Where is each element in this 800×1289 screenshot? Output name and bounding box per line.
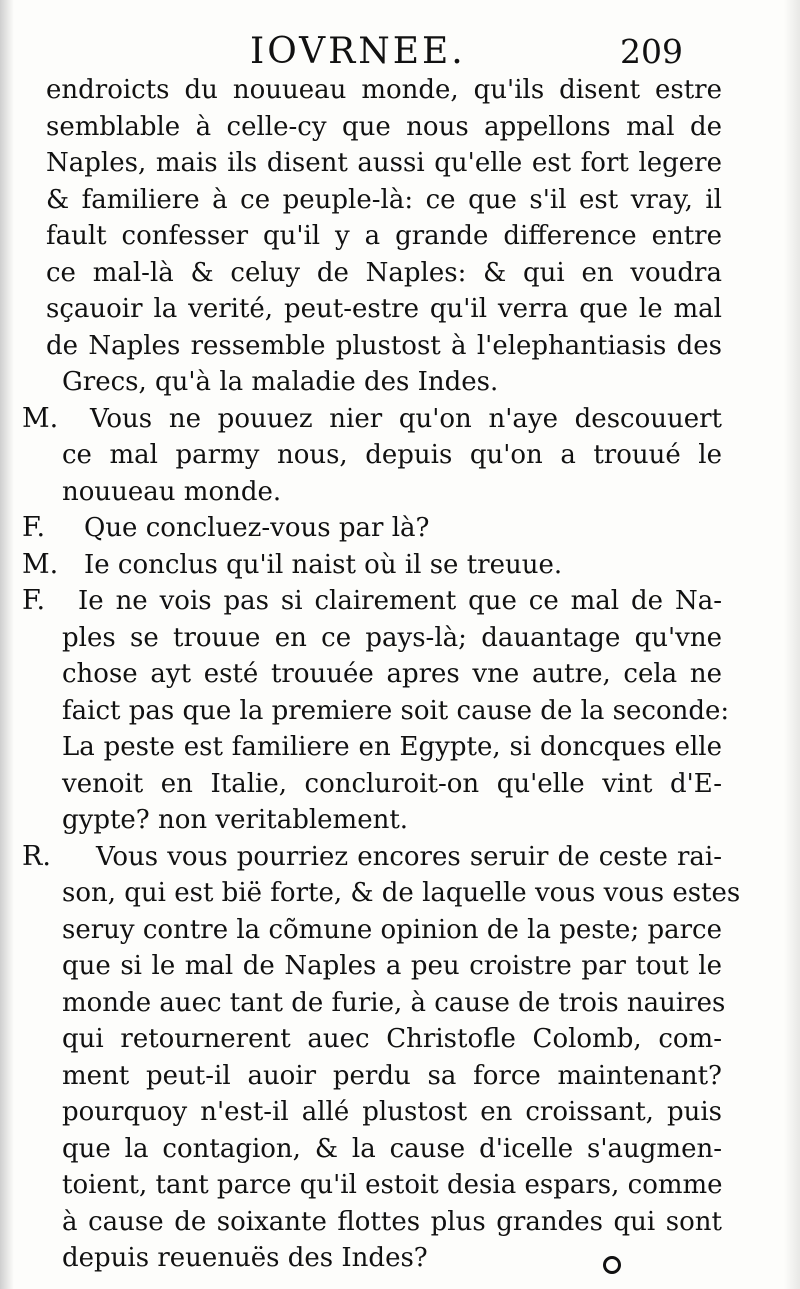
line-text: gypte? non veritablement. <box>62 805 409 835</box>
text-line <box>22 145 722 182</box>
text-line <box>22 547 722 584</box>
line-text: à cause de soixante flottes plus grandes qui sont <box>62 1206 722 1237</box>
text-line <box>22 474 722 511</box>
line-text: depuis reuenuës des Indes? <box>62 1243 428 1273</box>
line-text: Ie conclus qu'il naist où il se treuue. <box>84 549 563 580</box>
text-line <box>22 109 722 146</box>
text-line <box>22 510 722 547</box>
line-text: que si le mal de Naples a peu croistre par tout le <box>62 951 722 981</box>
line-text: ce mal-là & celuy de Naples: & qui en voudra <box>46 257 722 288</box>
line-text: nouueau monde. <box>62 476 282 507</box>
text-line <box>22 182 722 219</box>
text-line <box>22 218 722 255</box>
page-number: 209 <box>620 32 683 71</box>
dialogue-text-block <box>22 72 741 1277</box>
line-text: pourquoy n'est-il allé plustost en croissant, puis <box>62 1097 722 1127</box>
page-edge-shadow <box>784 0 800 1289</box>
line-text: que la contagion, & la cause d'icelle s'augmen- <box>62 1133 722 1164</box>
text-line <box>22 839 722 876</box>
line-text: qui retournerent auec Christofle Colomb, com- <box>62 1024 722 1054</box>
text-line <box>22 729 722 766</box>
text-line <box>22 802 722 839</box>
text-line <box>22 1131 722 1168</box>
text-line <box>22 766 722 803</box>
text-line <box>22 1167 722 1204</box>
line-text: Ie ne vois pas si clairement que ce mal de Na- <box>78 586 722 616</box>
line-text: sçauoir la verité, peut-estre qu'il verra que le mal <box>46 294 722 324</box>
line-text: endroicts du nouueau monde, qu'ils disent estre <box>46 75 722 105</box>
text-line <box>22 364 722 401</box>
text-line <box>22 72 722 109</box>
text-line <box>22 291 722 328</box>
line-text: ce mal parmy nous, depuis qu'on a trouué le <box>62 440 722 470</box>
speaker-label: F. <box>22 585 46 616</box>
text-line <box>22 255 722 292</box>
text-line <box>22 948 722 985</box>
circle-ornament-icon <box>603 1256 621 1274</box>
running-title: IOVRNEE. <box>250 31 466 72</box>
text-line <box>22 328 722 365</box>
line-text: La peste est familiere en Egypte, si doncques elle <box>62 732 722 762</box>
line-text: semblable à celle-cy que nous appellons mal de <box>46 111 722 142</box>
page-gutter-shadow <box>0 0 14 1289</box>
text-line <box>22 656 722 693</box>
text-line <box>22 985 726 1022</box>
line-text: de Naples ressemble plustost à l'elephantiasis des <box>46 330 722 361</box>
line-text: son, qui est bië forte, & de laquelle vous vous estes <box>62 878 741 908</box>
line-text: ment peut-il auoir perdu sa force maintenant? <box>62 1060 722 1091</box>
speaker-label: M. <box>22 402 59 434</box>
line-text: fault confesser qu'il y a grande difference entre <box>46 221 722 251</box>
text-line <box>22 1094 722 1131</box>
line-text: Naples, mais ils disent aussi qu'elle est fort legere <box>46 148 722 178</box>
running-head <box>0 28 800 76</box>
line-text: Que concluez-vous par là? <box>84 513 430 543</box>
text-line <box>22 620 722 657</box>
line-text: Vous vous pourriez encores seruir de ceste rai- <box>96 841 722 872</box>
line-text: toient, tant parce qu'il estoit desia espars, comme <box>62 1170 723 1200</box>
line-text: chose ayt esté trouuée apres vne autre, cela ne <box>62 659 722 689</box>
line-text: venoit en Italie, concluroit-on qu'elle vint d'E- <box>62 768 722 799</box>
text-line <box>22 1204 722 1241</box>
text-line <box>22 401 722 438</box>
line-text: monde auec tant de furie, à cause de trois nauires <box>62 987 726 1018</box>
text-line <box>22 693 730 730</box>
text-line <box>22 875 741 912</box>
text-line <box>22 1058 722 1095</box>
speaker-label: F. <box>22 512 46 543</box>
line-text: ples se trouue en ce pays-là; dauantage qu'vne <box>62 622 722 653</box>
text-line <box>22 912 722 949</box>
text-line <box>22 1021 722 1058</box>
line-text: Grecs, qu'à la maladie des Indes. <box>62 367 499 397</box>
speaker-label: M. <box>22 548 59 580</box>
text-line <box>22 583 722 620</box>
speaker-label: R. <box>22 840 51 872</box>
line-text: seruy contre la cõmune opinion de la peste; parce <box>62 914 722 945</box>
line-text: Vous ne pouuez nier qu'on n'aye descouuert <box>90 403 722 434</box>
text-line <box>22 437 722 474</box>
line-text: & familiere à ce peuple-là: ce que s'il est vray, il <box>46 184 722 215</box>
line-text: faict pas que la premiere soit cause de la seconde: <box>62 695 730 726</box>
